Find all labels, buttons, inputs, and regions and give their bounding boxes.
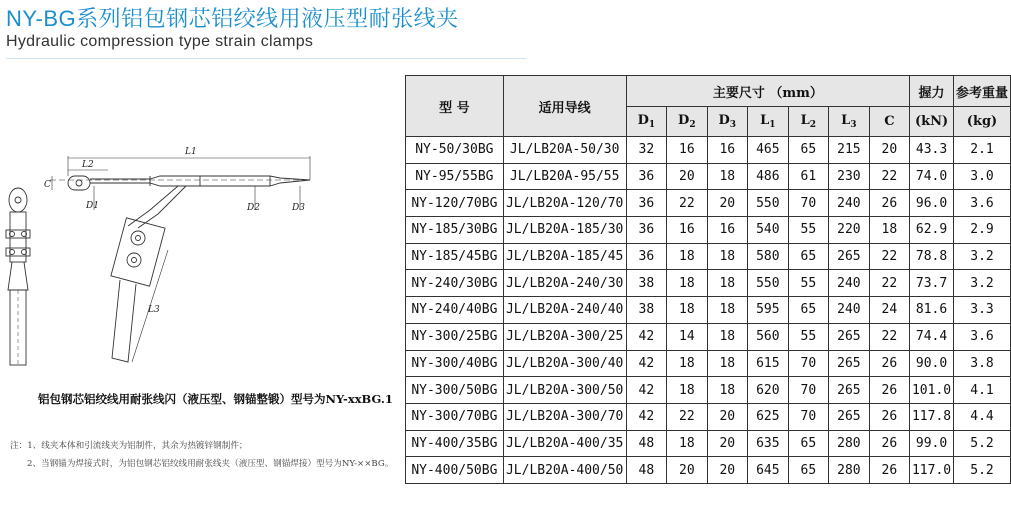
cell-c: 24: [869, 297, 909, 324]
dim-symbol: D: [718, 113, 730, 128]
cell-l2: 65: [788, 137, 828, 164]
strain-clamp-drawing: [0, 130, 400, 380]
header-dim-l1: [748, 107, 789, 137]
table-row: [406, 270, 1011, 297]
cell-model: NY-300/70BG: [406, 403, 504, 430]
cell-grip: 96.0: [910, 190, 954, 217]
cell-d3: 18: [707, 163, 747, 190]
page-subtitle: Hydraulic compression type strain clamps: [6, 33, 314, 50]
cell-l3: 215: [829, 137, 870, 164]
header-dim-l3: [829, 107, 870, 137]
cell-conductor: JL/LB20A-300/25: [503, 323, 626, 350]
cell-d2: 20: [667, 457, 707, 484]
cell-d3: 18: [707, 243, 747, 270]
cell-model: NY-300/40BG: [406, 350, 504, 377]
cell-weight: 5.2: [954, 457, 1011, 484]
cell-d2: 16: [667, 217, 707, 244]
cell-d2: 18: [667, 270, 707, 297]
cell-d3: 16: [707, 217, 747, 244]
cell-grip: 73.7: [910, 270, 954, 297]
cell-d1: 48: [626, 457, 666, 484]
page-title: NY-BG系列铝包钢芯铝绞线用液压型耐张线夹: [6, 6, 459, 31]
cell-l3: 280: [829, 430, 870, 457]
table-row: [406, 457, 1011, 484]
spec-table: [405, 75, 1011, 484]
cell-d1: 42: [626, 403, 666, 430]
cell-l1: 620: [748, 377, 789, 404]
cell-conductor: JL/LB20A-50/30: [503, 137, 626, 164]
cell-l2: 65: [788, 297, 828, 324]
header-dim-c: [869, 107, 909, 137]
label-C: C: [44, 180, 51, 190]
title-divider: [6, 58, 526, 59]
cell-c: 26: [869, 377, 909, 404]
cell-model: NY-120/70BG: [406, 190, 504, 217]
header-weight: 参考重量: [954, 76, 1011, 107]
cell-d1: 36: [626, 163, 666, 190]
cell-c: 26: [869, 350, 909, 377]
cell-weight: 2.9: [954, 217, 1011, 244]
header-dim-l2: [788, 107, 828, 137]
cell-l1: 635: [748, 430, 789, 457]
label-L3: L3: [148, 305, 160, 315]
cell-l2: 70: [788, 190, 828, 217]
cell-l2: 70: [788, 403, 828, 430]
dim-subscript: 2: [809, 120, 817, 130]
cell-d3: 20: [707, 457, 747, 484]
cell-l1: 540: [748, 217, 789, 244]
cell-l2: 65: [788, 430, 828, 457]
cell-model: NY-185/45BG: [406, 243, 504, 270]
cell-d1: 42: [626, 377, 666, 404]
cell-l3: 265: [829, 403, 870, 430]
cell-d3: 20: [707, 190, 747, 217]
cell-d2: 18: [667, 377, 707, 404]
table-row: [406, 430, 1011, 457]
cell-d3: 18: [707, 350, 747, 377]
cell-weight: 5.2: [954, 430, 1011, 457]
cell-grip: 117.8: [910, 403, 954, 430]
cell-conductor: JL/LB20A-300/50: [503, 377, 626, 404]
cell-conductor: JL/LB20A-300/70: [503, 403, 626, 430]
header-dim-d2: [667, 107, 707, 137]
cell-l3: 265: [829, 243, 870, 270]
cell-d1: 36: [626, 243, 666, 270]
table-row: [406, 377, 1011, 404]
cell-model: NY-400/35BG: [406, 430, 504, 457]
cell-d2: 18: [667, 297, 707, 324]
cell-weight: 3.8: [954, 350, 1011, 377]
cell-d2: 18: [667, 243, 707, 270]
cell-conductor: JL/LB20A-240/40: [503, 297, 626, 324]
label-L1: L1: [185, 147, 197, 157]
cell-d3: 18: [707, 377, 747, 404]
dim-symbol: C: [884, 114, 895, 129]
shackle-assembly: [6, 188, 30, 365]
cell-weight: 3.2: [954, 243, 1011, 270]
cell-grip: 74.4: [910, 323, 954, 350]
label-D1: D1: [86, 201, 99, 211]
cell-model: NY-185/30BG: [406, 217, 504, 244]
cell-l2: 55: [788, 270, 828, 297]
table-row: [406, 137, 1011, 164]
cell-grip: 74.0: [910, 163, 954, 190]
cell-d2: 20: [667, 163, 707, 190]
cell-weight: 3.2: [954, 270, 1011, 297]
cell-model: NY-240/40BG: [406, 297, 504, 324]
cell-conductor: JL/LB20A-240/30: [503, 270, 626, 297]
cell-model: NY-95/55BG: [406, 163, 504, 190]
dim-subscript: 1: [769, 120, 776, 130]
cell-model: NY-240/30BG: [406, 270, 504, 297]
cell-d2: 22: [667, 403, 707, 430]
cell-d3: 20: [707, 403, 747, 430]
cell-d1: 38: [626, 297, 666, 324]
cell-conductor: JL/LB20A-400/50: [503, 457, 626, 484]
dimension-lines: [52, 156, 310, 362]
table-row: [406, 403, 1011, 430]
table-row: [406, 243, 1011, 270]
cell-grip: 101.0: [910, 377, 954, 404]
cell-l1: 560: [748, 323, 789, 350]
cell-l3: 265: [829, 377, 870, 404]
note-item: 2、当钢锚为焊接式时，为铝包钢芯铝绞线用耐张线夹（液压型、钢锚焊接）型号为NY-××BG。: [27, 459, 394, 469]
cell-d1: 36: [626, 190, 666, 217]
cell-l2: 55: [788, 217, 828, 244]
dim-symbol: L: [841, 113, 851, 128]
cell-l1: 595: [748, 297, 789, 324]
notes: [10, 437, 393, 473]
figure-caption: 铝包钢芯铝绞线用耐张线闪（液压型、钢锚整锻）型号为NY-xxBG.1: [38, 392, 393, 406]
dim-symbol: L: [800, 113, 810, 128]
cell-c: 22: [869, 243, 909, 270]
cell-d3: 20: [707, 430, 747, 457]
cell-model: NY-50/30BG: [406, 137, 504, 164]
cell-model: NY-300/25BG: [406, 323, 504, 350]
cell-l2: 70: [788, 350, 828, 377]
dim-symbol: D: [637, 113, 649, 128]
cell-d1: 32: [626, 137, 666, 164]
cell-l3: 280: [829, 457, 870, 484]
header-dim-d1: [626, 107, 666, 137]
cell-l2: 61: [788, 163, 828, 190]
header-conductor: 适用导线: [503, 76, 626, 137]
cell-grip: 43.3: [910, 137, 954, 164]
cell-d2: 18: [667, 430, 707, 457]
cell-conductor: JL/LB20A-185/30: [503, 217, 626, 244]
cell-l3: 265: [829, 350, 870, 377]
cell-c: 22: [869, 323, 909, 350]
note-item: 注：1、线夹本体和引流线夹为铝制件，其余为热镀锌钢制件；: [10, 441, 248, 451]
cell-c: 22: [869, 163, 909, 190]
cell-d2: 14: [667, 323, 707, 350]
cell-d2: 16: [667, 137, 707, 164]
cell-d1: 38: [626, 270, 666, 297]
cell-d3: 16: [707, 137, 747, 164]
header-dim-d3: [707, 107, 747, 137]
header-grip: 握力: [910, 76, 954, 107]
cell-c: 26: [869, 403, 909, 430]
label-D2: D2: [247, 203, 260, 213]
clamp-body: [50, 176, 310, 190]
dim-subscript: 3: [850, 120, 857, 130]
cell-l3: 240: [829, 190, 870, 217]
cell-weight: 4.4: [954, 403, 1011, 430]
cell-d2: 18: [667, 350, 707, 377]
cell-l3: 220: [829, 217, 870, 244]
cell-conductor: JL/LB20A-95/55: [503, 163, 626, 190]
jumper-terminal: [111, 186, 186, 362]
cell-conductor: JL/LB20A-400/35: [503, 430, 626, 457]
cell-l2: 65: [788, 243, 828, 270]
dim-symbol: D: [678, 113, 690, 128]
table-row: [406, 217, 1011, 244]
cell-conductor: JL/LB20A-300/40: [503, 350, 626, 377]
cell-d3: 18: [707, 323, 747, 350]
label-L2: L2: [82, 160, 94, 170]
cell-l3: 240: [829, 270, 870, 297]
cell-l2: 55: [788, 323, 828, 350]
cell-d1: 42: [626, 350, 666, 377]
cell-c: 22: [869, 270, 909, 297]
cell-l3: 265: [829, 323, 870, 350]
cell-l1: 550: [748, 270, 789, 297]
cell-grip: 99.0: [910, 430, 954, 457]
dim-subscript: 3: [729, 120, 737, 130]
cell-c: 18: [869, 217, 909, 244]
cell-l1: 550: [748, 190, 789, 217]
dim-symbol: L: [760, 113, 770, 128]
cell-c: 26: [869, 430, 909, 457]
cell-l1: 580: [748, 243, 789, 270]
header-grip-unit: (kN): [910, 107, 954, 137]
cell-l1: 486: [748, 163, 789, 190]
cell-l1: 625: [748, 403, 789, 430]
cell-conductor: JL/LB20A-185/45: [503, 243, 626, 270]
cell-c: 20: [869, 137, 909, 164]
header-main-dims: 主要尺寸 （mm）: [626, 76, 909, 107]
dim-subscript: 2: [689, 120, 696, 130]
cell-weight: 2.1: [954, 137, 1011, 164]
table-row: [406, 323, 1011, 350]
cell-weight: 4.1: [954, 377, 1011, 404]
cell-model: NY-300/50BG: [406, 377, 504, 404]
cell-l3: 230: [829, 163, 870, 190]
cell-l3: 240: [829, 297, 870, 324]
cell-c: 26: [869, 457, 909, 484]
cell-conductor: JL/LB20A-120/70: [503, 190, 626, 217]
cell-l2: 65: [788, 457, 828, 484]
cell-weight: 3.6: [954, 323, 1011, 350]
cell-weight: 3.6: [954, 190, 1011, 217]
header-weight-unit: (kg): [954, 107, 1011, 137]
cell-grip: 117.0: [910, 457, 954, 484]
cell-d1: 48: [626, 430, 666, 457]
table-row: [406, 163, 1011, 190]
cell-d3: 18: [707, 297, 747, 324]
cell-weight: 3.3: [954, 297, 1011, 324]
table-row: [406, 350, 1011, 377]
cell-l1: 615: [748, 350, 789, 377]
cell-grip: 90.0: [910, 350, 954, 377]
cell-weight: 3.0: [954, 163, 1011, 190]
cell-grip: 62.9: [910, 217, 954, 244]
cell-d1: 36: [626, 217, 666, 244]
dim-subscript: 1: [648, 120, 656, 130]
cell-grip: 81.6: [910, 297, 954, 324]
cell-grip: 78.8: [910, 243, 954, 270]
table-row: [406, 190, 1011, 217]
header-model: 型 号: [406, 76, 504, 137]
label-D3: D3: [292, 203, 305, 213]
cell-l1: 645: [748, 457, 789, 484]
cell-model: NY-400/50BG: [406, 457, 504, 484]
cell-d1: 42: [626, 323, 666, 350]
cell-l2: 70: [788, 377, 828, 404]
cell-d3: 18: [707, 270, 747, 297]
cell-c: 26: [869, 190, 909, 217]
cell-d2: 22: [667, 190, 707, 217]
cell-l1: 465: [748, 137, 789, 164]
table-row: [406, 297, 1011, 324]
